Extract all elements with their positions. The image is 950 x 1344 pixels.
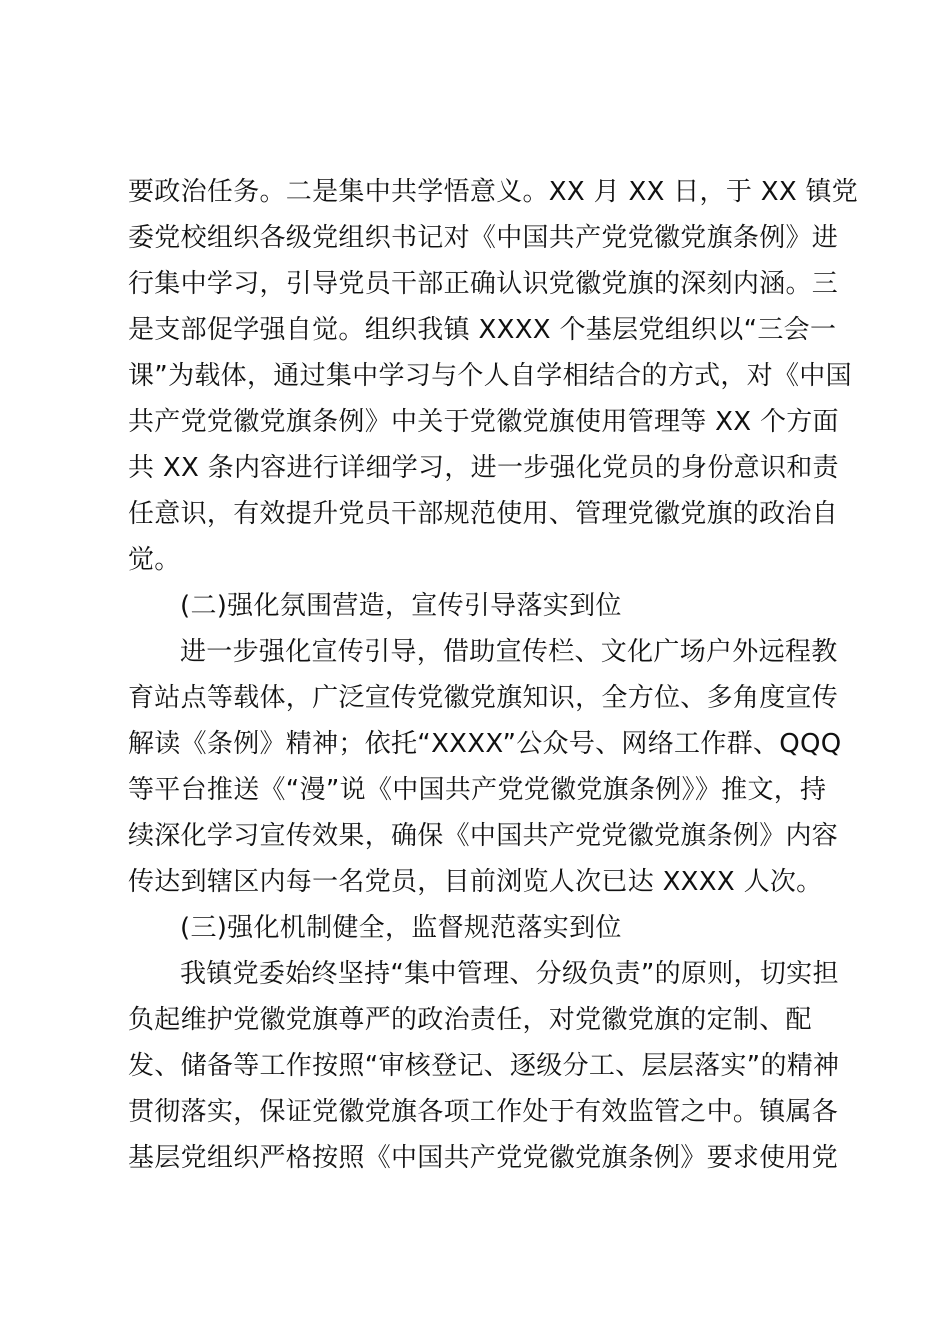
text-line: 我镇党委始终坚持“集中管理、分级负责”的原则，切实担	[180, 959, 839, 989]
section-heading: (二)强化氛围营造，宣传引导落实到位	[180, 591, 622, 621]
text-line: 续深化学习宣传效果，确保《中国共产党党徽党旗条例》内容	[128, 821, 839, 851]
text-line: 基层党组织严格按照《中国共产党党徽党旗条例》要求使用党	[128, 1143, 839, 1173]
text-line: 等平台推送《“漫”说《中国共产党党徽党旗条例》》推文，持	[128, 775, 827, 805]
text-line: 任意识，有效提升党员干部规范使用、管理党徽党旗的政治自	[128, 499, 839, 529]
text-line: 是支部促学强自觉。组织我镇 XXXX 个基层党组织以“三会一	[128, 315, 837, 345]
text-line: 负起维护党徽党旗尊严的政治责任，对党徽党旗的定制、配	[128, 1005, 812, 1035]
text-line: 共 XX 条内容进行详细学习，进一步强化党员的身份意识和责	[128, 453, 839, 483]
text-line: 解读《条例》精神；依托“XXXX”公众号、网络工作群、QQQ	[128, 729, 842, 759]
text-line: 要政治任务。二是集中共学悟意义。XX 月 XX 日，于 XX 镇党	[128, 177, 859, 207]
text-line: 进一步强化宣传引导，借助宣传栏、文化广场户外远程教	[180, 637, 838, 667]
text-line: 课”为载体，通过集中学习与个人自学相结合的方式，对《中国	[128, 361, 852, 391]
text-line: 觉。	[128, 545, 181, 575]
text-line: 育站点等载体，广泛宣传党徽党旗知识，全方位、多角度宣传	[128, 683, 839, 713]
section-heading: (三)强化机制健全，监督规范落实到位	[180, 913, 622, 943]
text-line: 传达到辖区内每一名党员，目前浏览人次已达 XXXX 人次。	[128, 867, 823, 897]
text-line: 委党校组织各级党组织书记对《中国共产党党徽党旗条例》进	[128, 223, 839, 253]
text-line: 贯彻落实，保证党徽党旗各项工作处于有效监管之中。镇属各	[128, 1097, 839, 1127]
text-line: 发、储备等工作按照“审核登记、逐级分工、层层落实”的精神	[128, 1051, 840, 1081]
text-line: 共产党党徽党旗条例》中关于党徽党旗使用管理等 XX 个方面	[128, 407, 839, 437]
text-line: 行集中学习，引导党员干部正确认识党徽党旗的深刻内涵。三	[128, 269, 839, 299]
